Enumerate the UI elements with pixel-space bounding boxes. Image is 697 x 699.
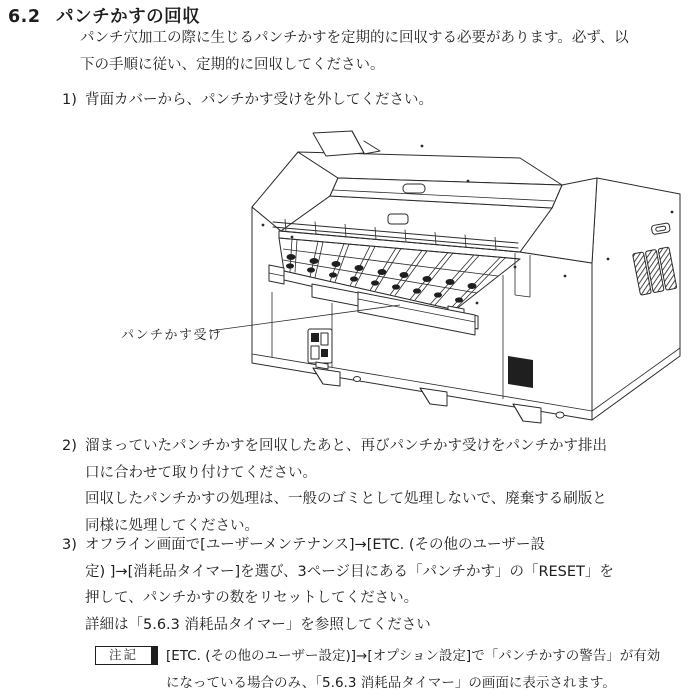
machine-illustration [0, 122, 697, 432]
intro-paragraph [80, 25, 629, 78]
step2-line: 回収したパンチかすの処理は、一般のゴミとして処理しないで、廃棄する刷版と [85, 491, 607, 507]
step1-text [85, 87, 433, 114]
intro-line: パンチ穴加工の際に生じるパンチかすを定期的に回収する必要があります。必ず、以 [80, 30, 629, 46]
step3-line: オフライン画面で[ユーザーメンテナンス]→[ETC. (その他のユーザー設 [85, 537, 546, 553]
vent-grille-dark [508, 356, 533, 388]
note-text [166, 643, 660, 697]
slope-plate [388, 214, 408, 224]
step3-text [85, 532, 614, 638]
note-line: になっている場合のみ、「5.6.3 消耗品タイマー」の画面に表示されます。 [166, 675, 616, 691]
step1-number: 1) [62, 92, 77, 108]
section-number: 6.2 [8, 7, 41, 27]
lid-handle [403, 184, 425, 193]
section-title: パンチかすの回収 [56, 7, 201, 27]
step3-number: 3) [62, 537, 77, 553]
right-side-panel [592, 178, 680, 420]
step2-line: 溜まっていたパンチかすを回収したあと、再びパンチかす受けをパンチかす排出 [85, 438, 607, 454]
step3-line: 押して、パンチかすの数をリセットしてください。 [85, 590, 419, 606]
figure-label: パンチかす受け [121, 328, 223, 343]
step2-line: 同様に処理してください。 [85, 517, 259, 534]
note-line: [ETC. (その他のユーザー設定)]→[オプション設定]で「パンチかすの警告」が有効 [166, 648, 661, 664]
note-badge: 注記 [95, 646, 158, 665]
step2-number: 2) [62, 438, 77, 454]
step2-text [85, 433, 607, 539]
step3-line: 定) ]→[消耗品タイマー]を選び、3ページ目にある「パンチかす」の「RESET」を [85, 563, 614, 580]
step3-line: 詳細は「5.6.3 消耗品タイマー」を参照してください [85, 616, 431, 633]
step1-line: 背面カバーから、パンチかす受けを外してください。 [85, 92, 433, 108]
step2-line: 口に合わせて取り付けてください。 [85, 464, 317, 481]
control-panel-label [308, 329, 332, 363]
intro-line: 下の手順に従い、定期的に回収してください。 [80, 56, 385, 73]
vent-grille-hatched [633, 247, 677, 295]
